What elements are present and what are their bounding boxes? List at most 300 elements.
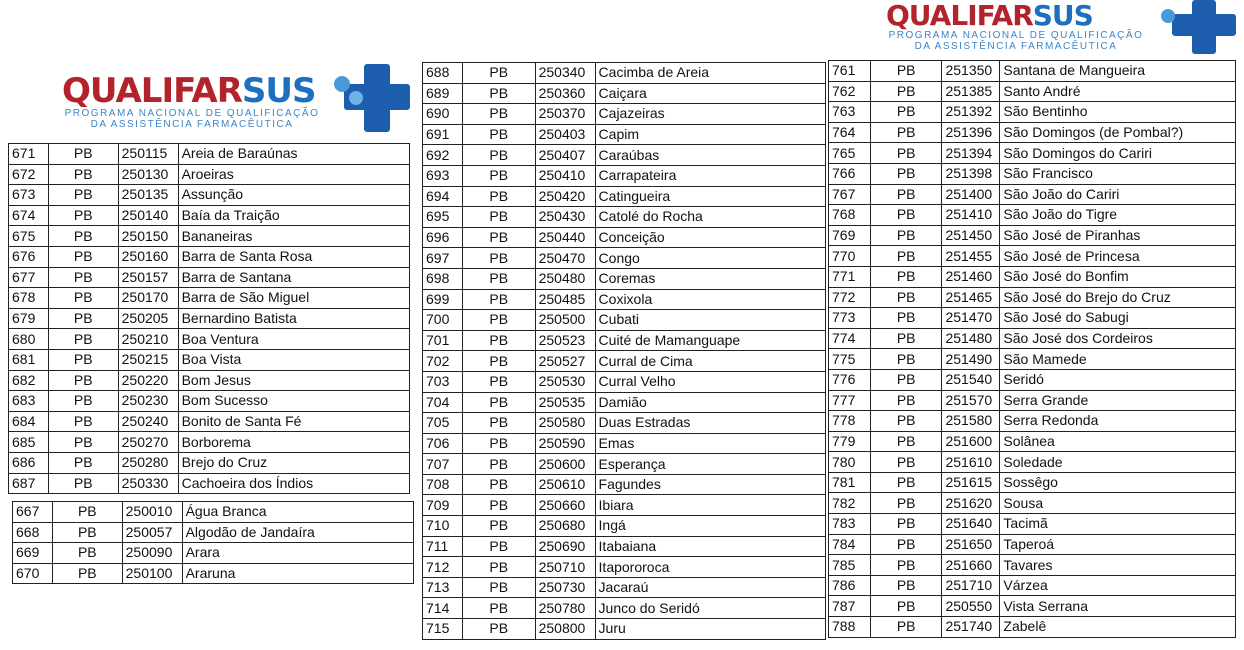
table-row <box>423 165 826 186</box>
state: PB <box>462 495 535 516</box>
state: PB <box>462 577 535 598</box>
municipality-name: Bananeiras <box>178 226 409 247</box>
table-row <box>829 617 1236 638</box>
ibge-code: 250340 <box>535 63 595 84</box>
ibge-code: 250470 <box>535 248 595 269</box>
ibge-code: 251640 <box>942 514 1000 535</box>
municipality-name: Araruna <box>182 563 413 584</box>
municipality-name: Duas Estradas <box>595 413 825 434</box>
state: PB <box>462 165 535 186</box>
row-number: 709 <box>423 495 463 516</box>
ibge-code: 250680 <box>535 516 595 537</box>
ibge-code: 250360 <box>535 83 595 104</box>
table-row <box>9 432 410 453</box>
row-number: 702 <box>423 351 463 372</box>
state: PB <box>462 104 535 125</box>
row-number: 769 <box>829 225 871 246</box>
state: PB <box>48 452 118 473</box>
ibge-code: 250690 <box>535 536 595 557</box>
row-number: 772 <box>829 287 871 308</box>
municipality-table-left-top <box>8 143 410 494</box>
ibge-code: 250150 <box>118 226 178 247</box>
state: PB <box>462 516 535 537</box>
ibge-code: 251710 <box>942 575 1000 596</box>
table-row <box>829 308 1236 329</box>
state: PB <box>870 349 942 370</box>
municipality-name: Brejo do Cruz <box>178 452 409 473</box>
ibge-code: 250710 <box>535 557 595 578</box>
municipality-name: São Mamede <box>1000 349 1236 370</box>
table-row <box>423 536 826 557</box>
ibge-code: 251455 <box>942 246 1000 267</box>
ibge-code: 250157 <box>118 267 178 288</box>
row-number: 766 <box>829 163 871 184</box>
table-row <box>423 557 826 578</box>
municipality-name: Santana de Mangueira <box>1000 61 1236 82</box>
ibge-code: 251660 <box>942 555 1000 576</box>
table-row <box>829 555 1236 576</box>
ibge-code: 250220 <box>118 370 178 391</box>
municipality-name: Água Branca <box>182 502 413 523</box>
row-number: 700 <box>423 310 463 331</box>
row-number: 681 <box>9 349 49 370</box>
municipality-name: Cubati <box>595 310 825 331</box>
row-number: 668 <box>13 522 53 543</box>
state: PB <box>48 329 118 350</box>
row-number: 677 <box>9 267 49 288</box>
ibge-code: 250420 <box>535 186 595 207</box>
table-row <box>9 391 410 412</box>
municipality-name: São José dos Cordeiros <box>1000 328 1236 349</box>
row-number: 763 <box>829 102 871 123</box>
row-number: 671 <box>9 144 49 165</box>
table-row <box>423 289 826 310</box>
state: PB <box>48 164 118 185</box>
municipality-name: Sossêgo <box>1000 472 1236 493</box>
row-number: 693 <box>423 165 463 186</box>
row-number: 696 <box>423 227 463 248</box>
ibge-code: 251450 <box>942 225 1000 246</box>
municipality-table-left-bottom <box>12 501 414 584</box>
row-number: 675 <box>9 226 49 247</box>
state: PB <box>870 369 942 390</box>
municipality-name: Taperoá <box>1000 534 1236 555</box>
row-number: 788 <box>829 617 871 638</box>
qualifarsus-logo-right <box>886 2 1146 52</box>
state: PB <box>870 163 942 184</box>
row-number: 678 <box>9 288 49 309</box>
municipality-name: Barra de São Miguel <box>178 288 409 309</box>
ibge-code: 251460 <box>942 266 1000 287</box>
table-row <box>423 83 826 104</box>
state: PB <box>48 411 118 432</box>
logo-subtitle-1: PROGRAMA NACIONAL DE QUALIFICAÇÃO <box>888 30 1144 41</box>
municipality-name: Santo André <box>1000 81 1236 102</box>
state: PB <box>870 246 942 267</box>
row-number: 683 <box>9 391 49 412</box>
state: PB <box>870 390 942 411</box>
ibge-code: 250480 <box>535 268 595 289</box>
table-row <box>829 514 1236 535</box>
row-number: 786 <box>829 575 871 596</box>
state: PB <box>462 351 535 372</box>
ibge-code: 250730 <box>535 577 595 598</box>
state: PB <box>870 81 942 102</box>
ibge-code: 251615 <box>942 472 1000 493</box>
ibge-code: 251410 <box>942 205 1000 226</box>
state: PB <box>870 287 942 308</box>
row-number: 706 <box>423 433 463 454</box>
state: PB <box>48 432 118 453</box>
municipality-name: São João do Cariri <box>1000 184 1236 205</box>
state: PB <box>870 184 942 205</box>
municipality-name: Solânea <box>1000 431 1236 452</box>
table-row <box>9 226 410 247</box>
municipality-name: Conceição <box>595 227 825 248</box>
table-row <box>423 598 826 619</box>
municipality-name: Sousa <box>1000 493 1236 514</box>
ibge-code: 251580 <box>942 411 1000 432</box>
row-number: 765 <box>829 143 871 164</box>
municipality-name: Algodão de Jandaíra <box>182 522 413 543</box>
row-number: 770 <box>829 246 871 267</box>
ibge-code: 251540 <box>942 369 1000 390</box>
table-row <box>423 433 826 454</box>
ibge-code: 250440 <box>535 227 595 248</box>
table-row <box>9 267 410 288</box>
table-row <box>9 452 410 473</box>
row-number: 762 <box>829 81 871 102</box>
row-number: 680 <box>9 329 49 350</box>
municipality-name: Caiçara <box>595 83 825 104</box>
table-row <box>423 619 826 640</box>
table-row <box>829 225 1236 246</box>
table-row <box>829 431 1236 452</box>
municipality-name: Esperança <box>595 454 825 475</box>
row-number: 784 <box>829 534 871 555</box>
ibge-code: 250205 <box>118 308 178 329</box>
municipality-name: Capim <box>595 124 825 145</box>
table-row <box>9 473 410 494</box>
ibge-code: 250535 <box>535 392 595 413</box>
municipality-name: Itapororoca <box>595 557 825 578</box>
municipality-name: Itabaiana <box>595 536 825 557</box>
ibge-code: 250523 <box>535 330 595 351</box>
row-number: 687 <box>9 473 49 494</box>
row-number: 778 <box>829 411 871 432</box>
table-row <box>829 122 1236 143</box>
table-row <box>423 310 826 331</box>
state: PB <box>462 474 535 495</box>
municipality-name: Curral Velho <box>595 371 825 392</box>
ibge-code: 251610 <box>942 452 1000 473</box>
table-row <box>423 495 826 516</box>
ibge-code: 251400 <box>942 184 1000 205</box>
row-number: 699 <box>423 289 463 310</box>
row-number: 774 <box>829 328 871 349</box>
row-number: 695 <box>423 207 463 228</box>
state: PB <box>462 454 535 475</box>
municipality-name: Caraúbas <box>595 145 825 166</box>
table-row <box>829 143 1236 164</box>
state: PB <box>48 185 118 206</box>
municipality-name: Bom Sucesso <box>178 391 409 412</box>
municipality-name: Aroeiras <box>178 164 409 185</box>
table-row <box>423 474 826 495</box>
municipality-name: Catolé do Rocha <box>595 207 825 228</box>
ibge-code: 250210 <box>118 329 178 350</box>
ibge-code: 251480 <box>942 328 1000 349</box>
row-number: 682 <box>9 370 49 391</box>
table-row <box>9 370 410 391</box>
row-number: 715 <box>423 619 463 640</box>
state: PB <box>462 145 535 166</box>
ibge-code: 251570 <box>942 390 1000 411</box>
municipality-name: São José do Bonfim <box>1000 266 1236 287</box>
table-row <box>9 144 410 165</box>
ibge-code: 250550 <box>942 596 1000 617</box>
ibge-code: 250800 <box>535 619 595 640</box>
state: PB <box>52 502 122 523</box>
ibge-code: 250115 <box>118 144 178 165</box>
state: PB <box>48 288 118 309</box>
row-number: 673 <box>9 185 49 206</box>
ibge-code: 250280 <box>118 452 178 473</box>
ibge-code: 251385 <box>942 81 1000 102</box>
logo-subtitle-2: DA ASSISTÊNCIA FARMACÊUTICA <box>914 41 1118 52</box>
municipality-name: Várzea <box>1000 575 1236 596</box>
state: PB <box>48 144 118 165</box>
table-row <box>13 563 414 584</box>
ibge-code: 250580 <box>535 413 595 434</box>
state: PB <box>870 555 942 576</box>
table-row <box>829 81 1236 102</box>
ibge-code: 250270 <box>118 432 178 453</box>
municipality-name: Ingá <box>595 516 825 537</box>
ibge-code: 251350 <box>942 61 1000 82</box>
municipality-name: Cacimba de Areia <box>595 63 825 84</box>
state: PB <box>870 308 942 329</box>
logo-word-red: QUALIFAR <box>886 0 1033 32</box>
row-number: 691 <box>423 124 463 145</box>
municipality-name: Cachoeira dos Índios <box>178 473 409 494</box>
row-number: 698 <box>423 268 463 289</box>
municipality-table-middle <box>422 62 826 640</box>
table-row <box>423 124 826 145</box>
ibge-code: 251394 <box>942 143 1000 164</box>
table-row <box>829 102 1236 123</box>
row-number: 705 <box>423 413 463 434</box>
table-row <box>423 207 826 228</box>
state: PB <box>462 536 535 557</box>
state: PB <box>462 392 535 413</box>
table-row <box>423 392 826 413</box>
table-row <box>423 227 826 248</box>
state: PB <box>870 61 942 82</box>
ibge-code: 250160 <box>118 246 178 267</box>
row-number: 785 <box>829 555 871 576</box>
state: PB <box>870 143 942 164</box>
row-number: 771 <box>829 266 871 287</box>
row-number: 768 <box>829 205 871 226</box>
row-number: 775 <box>829 349 871 370</box>
row-number: 708 <box>423 474 463 495</box>
row-number: 672 <box>9 164 49 185</box>
state: PB <box>48 308 118 329</box>
state: PB <box>870 596 942 617</box>
table-row <box>13 522 414 543</box>
state: PB <box>462 289 535 310</box>
municipality-name: São José de Princesa <box>1000 246 1236 267</box>
qualifarsus-logo-left <box>62 71 322 130</box>
ibge-code: 250090 <box>122 543 182 564</box>
table-row <box>829 61 1236 82</box>
row-number: 689 <box>423 83 463 104</box>
state: PB <box>870 534 942 555</box>
row-number: 686 <box>9 452 49 473</box>
state: PB <box>48 205 118 226</box>
state: PB <box>462 598 535 619</box>
ibge-code: 250610 <box>535 474 595 495</box>
ibge-code: 250330 <box>118 473 178 494</box>
municipality-name: Borborema <box>178 432 409 453</box>
municipality-name: São José do Brejo do Cruz <box>1000 287 1236 308</box>
municipality-name: Boa Ventura <box>178 329 409 350</box>
municipality-name: Jacaraú <box>595 577 825 598</box>
row-number: 676 <box>9 246 49 267</box>
state: PB <box>870 328 942 349</box>
table-row <box>423 268 826 289</box>
row-number: 674 <box>9 205 49 226</box>
ibge-code: 251740 <box>942 617 1000 638</box>
table-row <box>829 205 1236 226</box>
state: PB <box>870 617 942 638</box>
ibge-code: 250430 <box>535 207 595 228</box>
table-row <box>9 329 410 350</box>
table-row <box>423 248 826 269</box>
table-row <box>423 577 826 598</box>
table-row <box>423 413 826 434</box>
state: PB <box>462 63 535 84</box>
table-row <box>423 516 826 537</box>
state: PB <box>870 431 942 452</box>
logo-word-red: QUALIFAR <box>62 71 242 111</box>
municipality-name: Soledade <box>1000 452 1236 473</box>
ibge-code: 250130 <box>118 164 178 185</box>
table-row <box>9 411 410 432</box>
state: PB <box>462 310 535 331</box>
state: PB <box>462 330 535 351</box>
municipality-name: São Domingos (de Pombal?) <box>1000 122 1236 143</box>
municipality-name: Barra de Santa Rosa <box>178 246 409 267</box>
row-number: 713 <box>423 577 463 598</box>
state: PB <box>870 102 942 123</box>
row-number: 781 <box>829 472 871 493</box>
table-row <box>829 472 1236 493</box>
municipality-name: Curral de Cima <box>595 351 825 372</box>
municipality-name: Damião <box>595 392 825 413</box>
municipality-name: São José do Sabugi <box>1000 308 1236 329</box>
municipality-name: Tacimã <box>1000 514 1236 535</box>
municipality-name: Boa Vista <box>178 349 409 370</box>
state: PB <box>48 246 118 267</box>
municipality-name: São José de Piranhas <box>1000 225 1236 246</box>
table-row <box>9 246 410 267</box>
state: PB <box>462 124 535 145</box>
state: PB <box>52 522 122 543</box>
ibge-code: 250500 <box>535 310 595 331</box>
table-row <box>423 186 826 207</box>
municipality-name: Assunção <box>178 185 409 206</box>
table-row <box>829 534 1236 555</box>
row-number: 776 <box>829 369 871 390</box>
row-number: 773 <box>829 308 871 329</box>
table-row <box>423 351 826 372</box>
table-row <box>9 164 410 185</box>
ibge-code: 251392 <box>942 102 1000 123</box>
state: PB <box>462 186 535 207</box>
state: PB <box>870 493 942 514</box>
table-row <box>423 145 826 166</box>
ibge-code: 250215 <box>118 349 178 370</box>
logo-word-blue: SUS <box>1032 0 1093 32</box>
municipality-name: Coxixola <box>595 289 825 310</box>
logo-subtitle-1: PROGRAMA NACIONAL DE QUALIFICAÇÃO <box>64 108 320 119</box>
ibge-code: 250600 <box>535 454 595 475</box>
row-number: 714 <box>423 598 463 619</box>
ibge-code: 250100 <box>122 563 182 584</box>
municipality-name: Carrapateira <box>595 165 825 186</box>
ibge-code: 250010 <box>122 502 182 523</box>
cross-icon <box>1146 0 1236 56</box>
state: PB <box>462 83 535 104</box>
row-number: 690 <box>423 104 463 125</box>
row-number: 711 <box>423 536 463 557</box>
row-number: 688 <box>423 63 463 84</box>
municipality-name: Cuité de Mamanguape <box>595 330 825 351</box>
row-number: 787 <box>829 596 871 617</box>
logo-word-blue: SUS <box>241 71 316 111</box>
row-number: 670 <box>13 563 53 584</box>
table-row <box>829 493 1236 514</box>
municipality-name: Juru <box>595 619 825 640</box>
ibge-code: 251396 <box>942 122 1000 143</box>
ibge-code: 250057 <box>122 522 182 543</box>
municipality-name: Cajazeiras <box>595 104 825 125</box>
municipality-name: Serra Grande <box>1000 390 1236 411</box>
state: PB <box>462 413 535 434</box>
state: PB <box>462 371 535 392</box>
row-number: 707 <box>423 454 463 475</box>
ibge-code: 251600 <box>942 431 1000 452</box>
table-row <box>423 63 826 84</box>
state: PB <box>48 370 118 391</box>
state: PB <box>52 563 122 584</box>
row-number: 767 <box>829 184 871 205</box>
municipality-name: Bom Jesus <box>178 370 409 391</box>
municipality-name: Bernardino Batista <box>178 308 409 329</box>
table-row <box>829 266 1236 287</box>
municipality-name: São João do Tigre <box>1000 205 1236 226</box>
table-row <box>9 205 410 226</box>
ibge-code: 250410 <box>535 165 595 186</box>
row-number: 694 <box>423 186 463 207</box>
table-row <box>829 596 1236 617</box>
state: PB <box>48 349 118 370</box>
state: PB <box>870 452 942 473</box>
municipality-name: Zabelê <box>1000 617 1236 638</box>
table-row <box>829 184 1236 205</box>
